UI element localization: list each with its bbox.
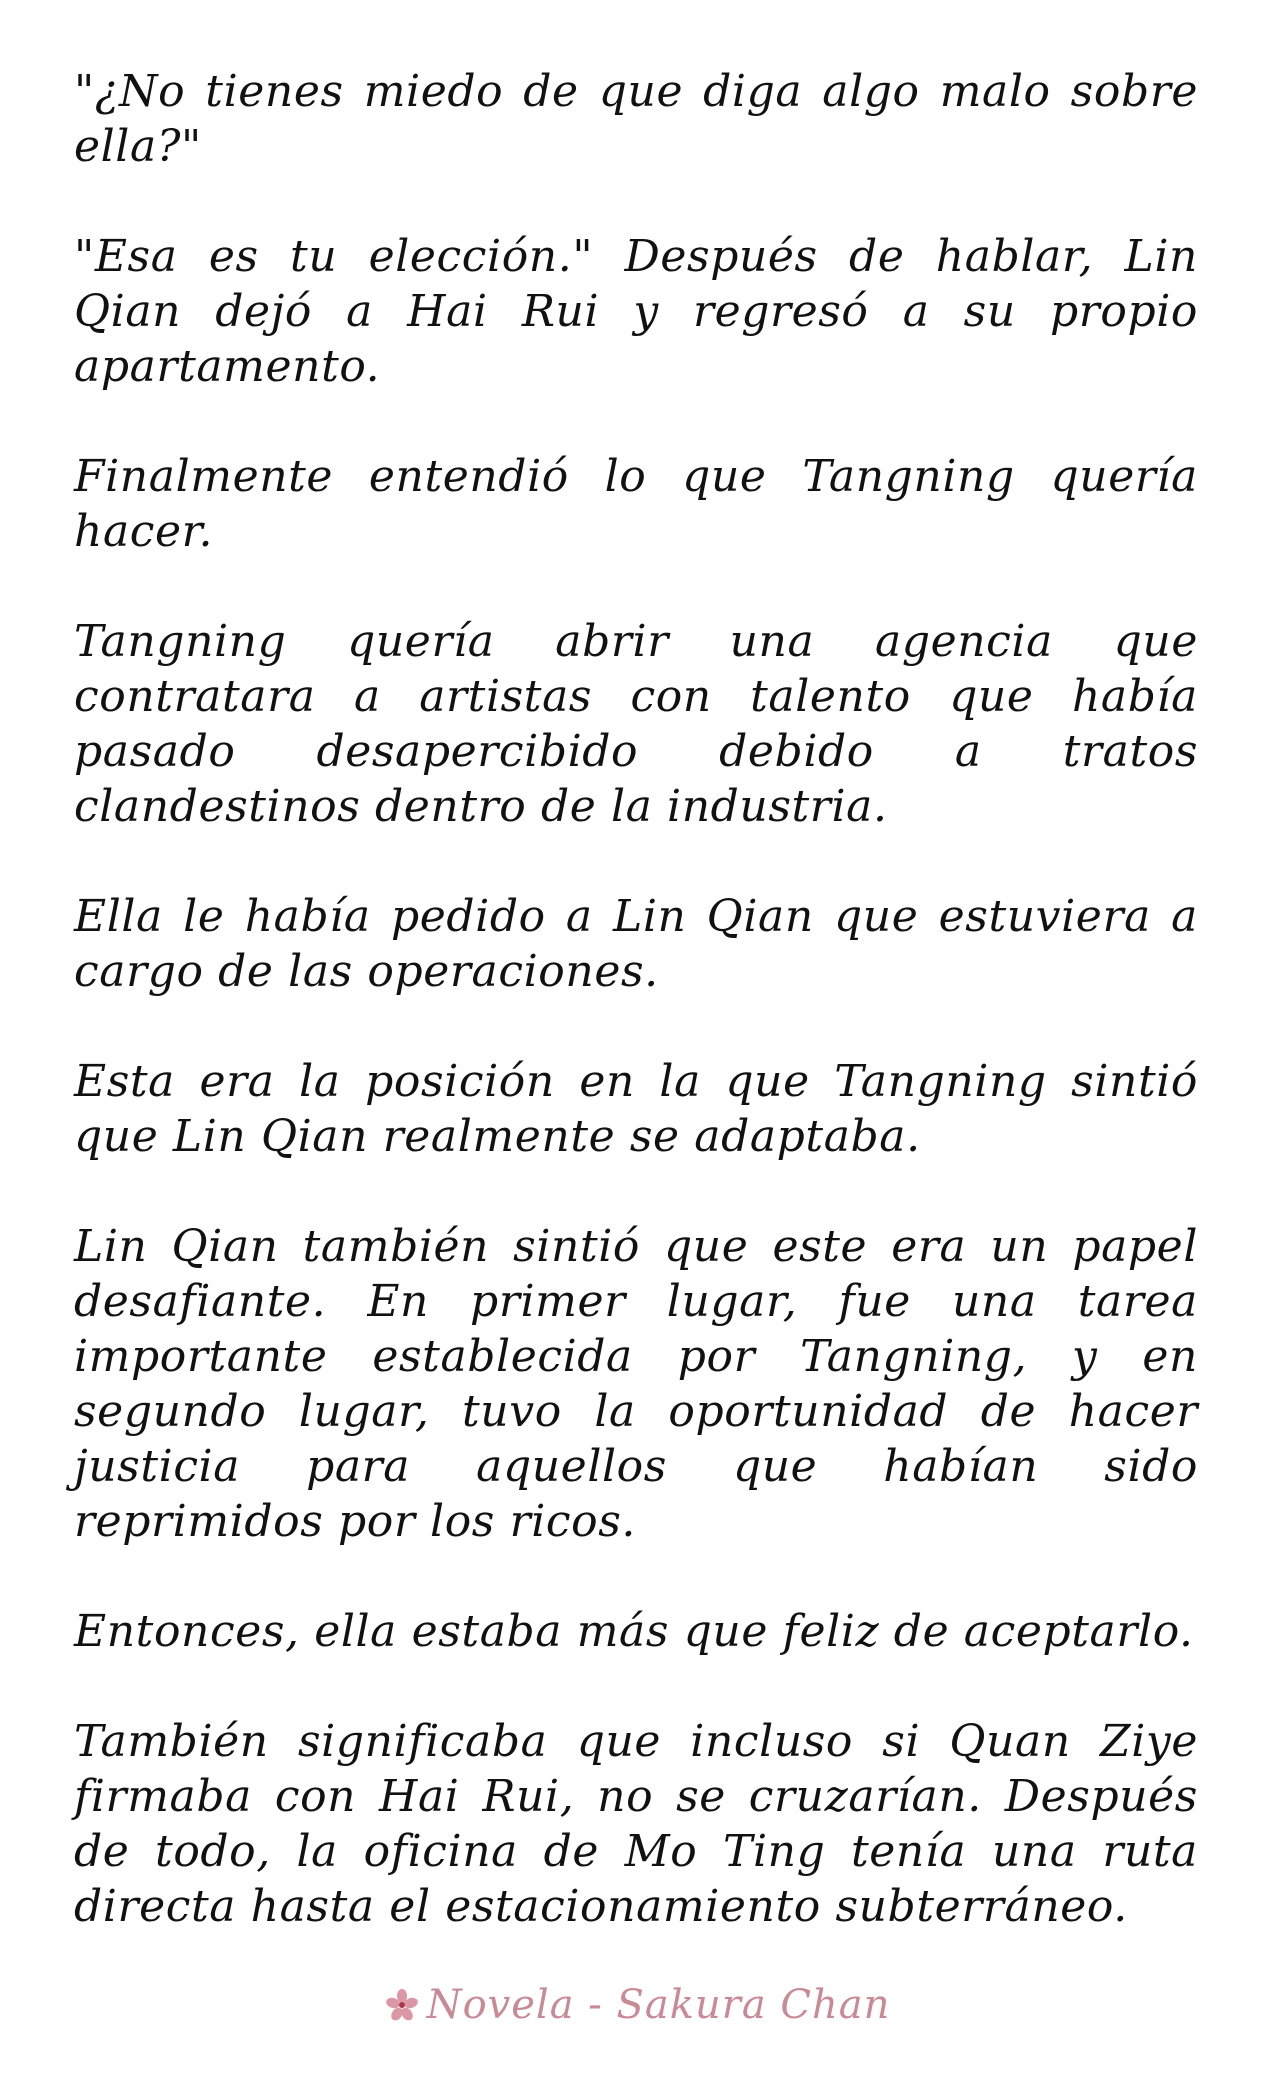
story-text [74,64,1198,1989]
paragraph: "Esa es tu elección." Después de hablar, Lin Qian dejó a Hai Rui y regresó a su propio apartamento. [74,231,1198,392]
paragraph: También significaba que incluso si Quan Ziye firmaba con Hai Rui, no se cruzarían. Después de todo, la oficina de Mo Ting tenía una ruta directa hasta el estacionamiento subterráneo. [74,1716,1198,1932]
sakura-flower-icon [385,1988,419,2022]
paragraph: Esta era la posición en la que Tangning sintió que Lin Qian realmente se adaptaba. [74,1056,1198,1162]
watermark [0,1975,1275,2035]
paragraph: "¿No tienes miedo de que diga algo malo sobre ella?" [74,66,1198,172]
watermark-text: Novela - Sakura Chan [426,1982,891,2028]
paragraph: Tangning quería abrir una agencia que contratara a artistas con talento que había pasado desapercibido debido a tratos clandestinos dentro de la industria. [74,616,1198,832]
paragraph: Ella le había pedido a Lin Qian que estuviera a cargo de las operaciones. [74,891,1198,997]
paragraph: Finalmente entendió lo que Tangning quería hacer. [74,451,1198,557]
paragraph: Lin Qian también sintió que este era un papel desafiante. En primer lugar, fue una tarea importante establecida por Tangning, y en segundo lugar, tuvo la oportunidad de hacer justicia para aquellos que habían sido reprimidos por los ricos. [74,1221,1198,1547]
paragraph: Entonces, ella estaba más que feliz de aceptarlo. [74,1606,1194,1657]
